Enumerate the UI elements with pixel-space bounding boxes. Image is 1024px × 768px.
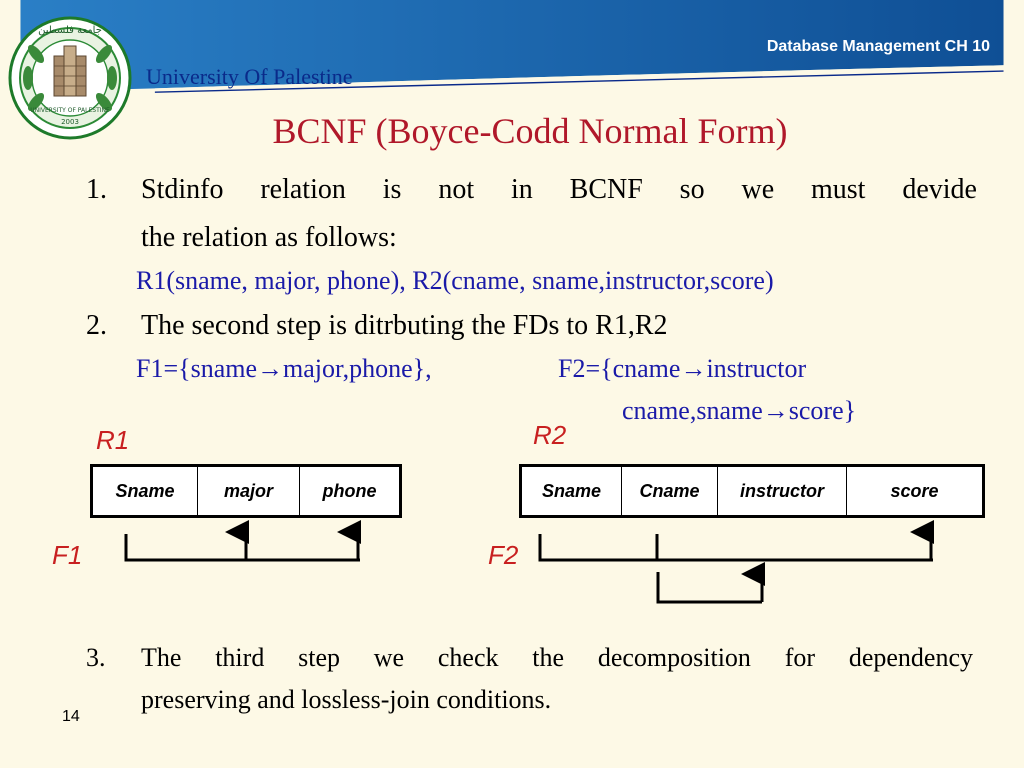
fd3-rhs: score} bbox=[788, 396, 857, 425]
f2-bracket-lower bbox=[658, 572, 762, 602]
step3-line1: The third step we check the decomposition for dependency bbox=[141, 643, 973, 672]
r1-col-phone: phone bbox=[322, 480, 377, 501]
svg-text:جامعة فلسطين: جامعة فلسطين bbox=[38, 25, 102, 36]
arrow-right-icon: → bbox=[680, 354, 707, 383]
step2-text: The second step is ditrbuting the FDs to R1,R2 bbox=[141, 310, 668, 341]
step1-line1: Stdinfo relation is not in BCNF so we must devide bbox=[141, 174, 977, 205]
r2-col-cname: Cname bbox=[622, 467, 718, 515]
course-title: Database Management CH 10 bbox=[766, 38, 990, 55]
r1-label: R1 bbox=[96, 425, 130, 455]
r2-col-instructor: instructor bbox=[718, 467, 847, 515]
slide-title: BCNF (Boyce-Codd Normal Form) bbox=[272, 111, 788, 151]
fd1-rhs: major,phone}, bbox=[283, 354, 432, 383]
r1-col-sname: Sname bbox=[93, 467, 198, 515]
step1-number: 1. bbox=[86, 174, 107, 205]
f1-label: F1 bbox=[52, 540, 83, 570]
fd3-lhs: cname,sname bbox=[622, 396, 763, 425]
fd1-lhs: F1={sname bbox=[136, 354, 258, 383]
fd2-rhs: instructor bbox=[706, 354, 807, 383]
arrow-right-icon: → bbox=[257, 354, 284, 383]
svg-text:2003: 2003 bbox=[61, 118, 79, 126]
step2-number: 2. bbox=[86, 310, 107, 341]
svg-text:UNIVERSITY OF PALESTINE: UNIVERSITY OF PALESTINE bbox=[30, 107, 110, 114]
f1-bracket bbox=[126, 534, 360, 560]
step3-number: 3. bbox=[86, 643, 106, 672]
step1-line2: the relation as follows: bbox=[141, 222, 397, 253]
fd2-lhs: F2={cname bbox=[558, 354, 681, 383]
relations-line: R1(sname, major, phone), R2(cname, sname,instructor,score) bbox=[136, 266, 774, 295]
page-number: 14 bbox=[62, 708, 80, 725]
f2-bracket-upper bbox=[540, 534, 933, 560]
r2-col-sname: Sname bbox=[522, 467, 622, 515]
r1-col-major: major bbox=[198, 467, 300, 515]
university-name: University Of Palestine bbox=[146, 64, 353, 89]
r2-col-score: score bbox=[890, 480, 939, 501]
arrow-right-icon: → bbox=[762, 396, 789, 425]
f2-label: F2 bbox=[488, 540, 519, 570]
step3-line2: preserving and lossless-join conditions. bbox=[141, 685, 552, 714]
r2-label: R2 bbox=[533, 420, 567, 450]
